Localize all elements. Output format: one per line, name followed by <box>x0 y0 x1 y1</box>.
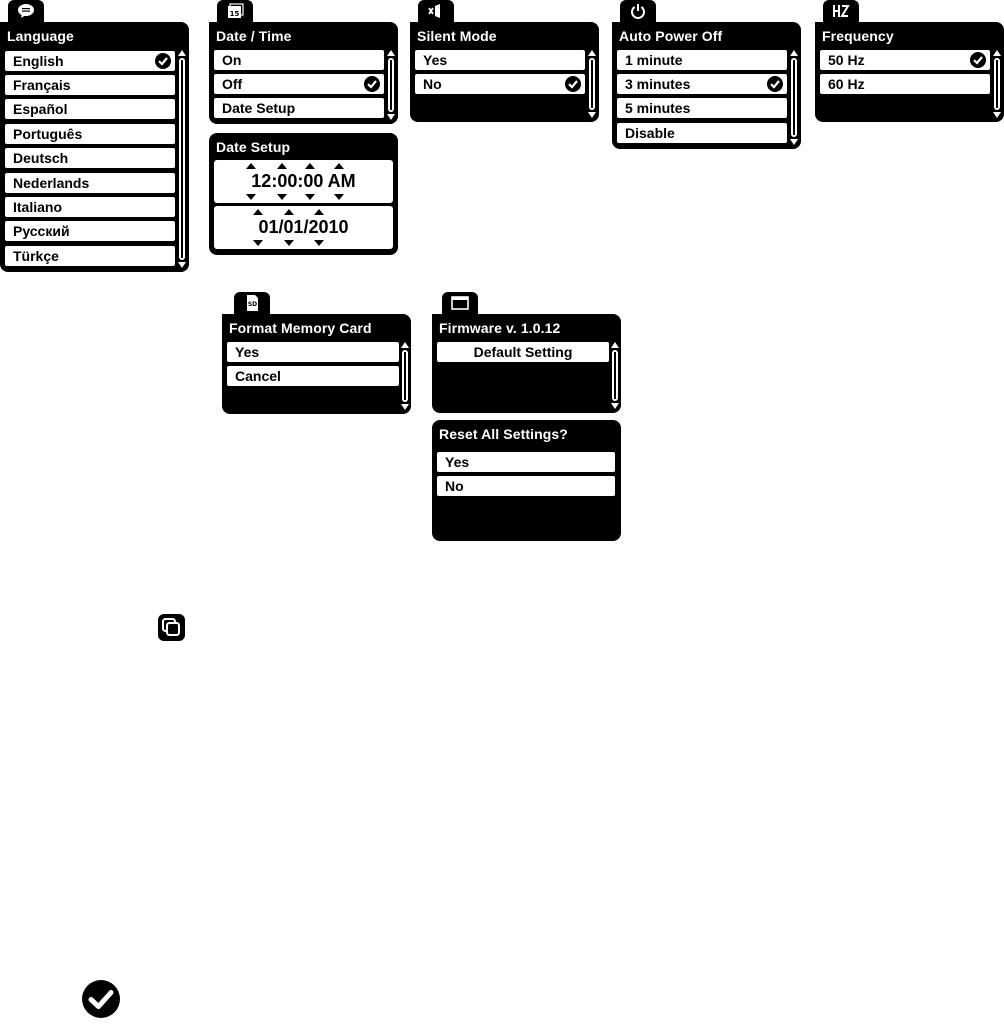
overlapping-squares-icon <box>158 614 185 641</box>
up-down-arrow-icon[interactable] <box>245 160 257 203</box>
datetime-item-date-setup[interactable] <box>214 98 384 118</box>
time-adjust-arrows <box>209 160 398 203</box>
up-down-arrow-icon[interactable] <box>283 206 295 249</box>
scroll-down-arrow-icon[interactable] <box>993 112 1001 118</box>
item-label: Cancel <box>235 368 281 384</box>
auto-power-off-item-1-minute[interactable] <box>617 50 787 70</box>
auto-power-off-item-5-minutes[interactable] <box>617 98 787 118</box>
language-item-italiano[interactable] <box>5 197 175 217</box>
panel-title: Format Memory Card <box>229 320 372 336</box>
auto-power-off-item-disable[interactable] <box>617 123 787 143</box>
panel-title: Date Setup <box>216 139 291 155</box>
item-label: On <box>222 52 242 68</box>
item-label: 50 Hz <box>828 52 865 68</box>
datetime-item-on[interactable] <box>214 50 384 70</box>
language-item-portugues[interactable] <box>5 124 175 144</box>
item-label: Off <box>222 76 243 92</box>
up-down-arrow-icon[interactable] <box>276 160 288 203</box>
datetime-box <box>209 22 398 124</box>
up-down-arrow-icon[interactable] <box>304 160 316 203</box>
power-icon <box>620 0 656 22</box>
time-value: 12:00:00 AM <box>251 171 356 191</box>
scrollbar[interactable] <box>993 50 1001 118</box>
item-label: Türkçe <box>13 248 59 264</box>
scroll-up-arrow-icon[interactable] <box>790 50 798 56</box>
date-adjust-arrows <box>209 206 398 249</box>
up-down-arrow-icon[interactable] <box>333 160 345 203</box>
item-label: 60 Hz <box>828 76 865 92</box>
item-label: Português <box>13 126 83 142</box>
firmware-item-default-setting[interactable] <box>437 342 609 362</box>
reset-item-no[interactable] <box>437 476 615 496</box>
item-label: No <box>423 76 442 92</box>
reset-panel <box>432 420 621 541</box>
checkmark-icon <box>81 979 121 1019</box>
item-label: Français <box>13 77 71 93</box>
date-value: 01/01/2010 <box>258 217 349 237</box>
panel-title: Language <box>7 28 74 44</box>
checkmark-icon <box>364 76 380 92</box>
speech-bubble-icon <box>8 0 44 22</box>
frequency-box <box>815 22 1004 122</box>
datetime-item-off[interactable] <box>214 74 384 94</box>
auto-power-off-item-3-minutes[interactable] <box>617 74 787 94</box>
format-memory-item-cancel[interactable] <box>227 366 399 386</box>
language-item-francais[interactable] <box>5 75 175 95</box>
frequency-item-60hz[interactable] <box>820 74 990 94</box>
item-label: Yes <box>445 454 470 470</box>
up-down-arrow-icon[interactable] <box>313 206 325 249</box>
scroll-up-arrow-icon[interactable] <box>588 50 596 56</box>
item-label: Default Setting <box>473 344 573 360</box>
scroll-down-arrow-icon[interactable] <box>790 139 798 145</box>
language-panel <box>0 0 189 272</box>
reset-item-yes[interactable] <box>437 452 615 472</box>
item-label: Español <box>13 101 68 117</box>
format-memory-item-yes[interactable] <box>227 342 399 362</box>
datetime-panel <box>209 0 398 124</box>
scroll-up-arrow-icon[interactable] <box>611 342 619 348</box>
item-label: Yes <box>235 344 260 360</box>
panel-title: Auto Power Off <box>619 28 723 44</box>
date-setup-panel <box>209 133 398 255</box>
firmware-box <box>432 314 621 413</box>
scroll-down-arrow-icon[interactable] <box>588 112 596 118</box>
firmware-panel <box>432 292 621 413</box>
language-item-deutsch[interactable] <box>5 148 175 168</box>
silent-mode-panel <box>410 0 599 122</box>
panel-title: Reset All Settings? <box>439 426 568 442</box>
item-label: 1 minute <box>625 52 683 68</box>
scroll-down-arrow-icon[interactable] <box>178 262 186 268</box>
frequency-panel <box>815 0 1004 122</box>
scroll-down-arrow-icon[interactable] <box>401 404 409 410</box>
panel-title: Date / Time <box>216 28 292 44</box>
scrollbar[interactable] <box>611 342 619 409</box>
reset-box <box>432 420 621 541</box>
language-box <box>0 22 189 272</box>
checkmark-icon <box>155 53 171 69</box>
panel-title: Silent Mode <box>417 28 497 44</box>
item-label: Yes <box>423 52 448 68</box>
format-memory-panel <box>222 292 411 414</box>
scroll-down-arrow-icon[interactable] <box>387 114 395 120</box>
item-label: Nederlands <box>13 175 90 191</box>
panel-title: Frequency <box>822 28 894 44</box>
scrollbar[interactable] <box>178 50 186 268</box>
item-label: Disable <box>625 125 675 141</box>
item-label: Deutsch <box>13 150 69 166</box>
up-down-arrow-icon[interactable] <box>252 206 264 249</box>
svg-text:SD: SD <box>247 301 258 308</box>
language-item-nederlands[interactable] <box>5 173 175 193</box>
frequency-item-50hz[interactable] <box>820 50 990 70</box>
language-item-espanol[interactable] <box>5 99 175 119</box>
checkmark-icon <box>565 76 581 92</box>
scroll-up-arrow-icon[interactable] <box>178 50 186 56</box>
scrollbar[interactable] <box>401 342 409 410</box>
scroll-up-arrow-icon[interactable] <box>401 342 409 348</box>
item-label: English <box>13 53 64 69</box>
item-label: 3 minutes <box>625 76 691 92</box>
auto-power-off-panel <box>612 0 801 149</box>
silent-mode-box <box>410 22 599 122</box>
item-label: 5 minutes <box>625 100 691 116</box>
window-icon <box>442 292 478 314</box>
format-memory-box <box>222 314 411 414</box>
language-item-russian[interactable] <box>5 221 175 241</box>
item-label: Italiano <box>13 199 63 215</box>
svg-text:15: 15 <box>229 10 240 18</box>
scrollbar[interactable] <box>790 50 798 145</box>
language-item-turkce[interactable] <box>5 246 175 266</box>
hz-icon <box>823 0 859 22</box>
scroll-down-arrow-icon[interactable] <box>611 403 619 409</box>
checkmark-icon <box>767 76 783 92</box>
item-label: Date Setup <box>222 100 296 116</box>
item-label: Русский <box>13 223 70 239</box>
auto-power-off-box <box>612 22 801 149</box>
language-item-english[interactable] <box>5 51 175 71</box>
date-setup-box <box>209 133 398 255</box>
calendar-icon <box>217 0 253 22</box>
checkmark-icon <box>970 52 986 68</box>
sd-card-icon <box>234 292 270 314</box>
silent-mode-item-yes[interactable] <box>415 50 585 70</box>
panel-title: Firmware v. 1.0.12 <box>439 320 561 336</box>
scroll-up-arrow-icon[interactable] <box>993 50 1001 56</box>
scroll-up-arrow-icon[interactable] <box>387 50 395 56</box>
silent-mode-item-no[interactable] <box>415 74 585 94</box>
scrollbar[interactable] <box>588 50 596 118</box>
scrollbar[interactable] <box>387 50 395 120</box>
item-label: No <box>445 478 464 494</box>
mute-speaker-icon <box>418 0 454 22</box>
